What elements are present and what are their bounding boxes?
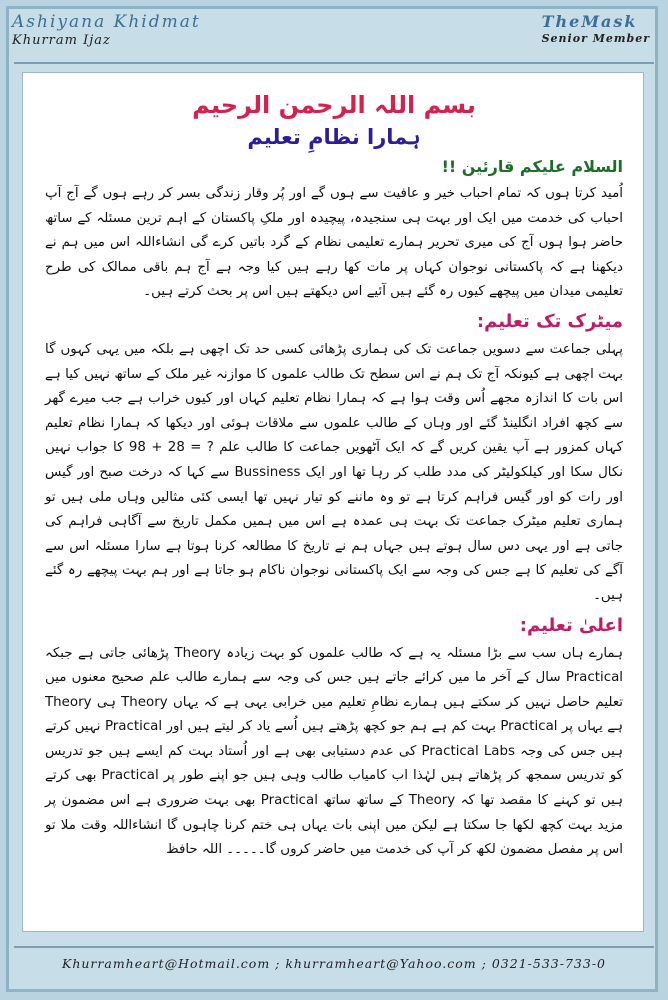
phone-number: 0321-533-733-0 bbox=[491, 956, 606, 971]
section-heading-higher: اعلیٰ تعلیم: bbox=[519, 614, 623, 636]
member-name: TheMask bbox=[541, 12, 638, 31]
article-panel bbox=[22, 72, 644, 932]
footer-divider bbox=[14, 946, 654, 948]
author-name: Khurram Ijaz bbox=[12, 33, 111, 48]
header-right bbox=[542, 12, 650, 45]
member-rank: Senior Member bbox=[541, 32, 650, 45]
email-hotmail-link[interactable]: Khurramheart@Hotmail.com bbox=[61, 956, 271, 971]
header-left bbox=[12, 12, 201, 48]
section-heading-matric: میٹرک تک تعلیم: bbox=[476, 310, 623, 332]
bismillah-heading: بسم اللہ الرحمن الرحیم bbox=[192, 91, 476, 119]
section-body-higher: ہمارے ہاں سب سے بڑا مسئلہ یہ ہے کہ طالب علموں کو بہت زیادہ Theory پڑھائی جاتی ہے جبکہ Practical سال کے آخر ما میں کرائے جاتے ہیں جس کی وجہ سے ہمارے طالب علم صحیح معنوں میں تعلیم حاصل نہیں کر سکتے ہیں ہمارے نظامِ تعلیم میں خرابی یہی ہے کہ یہاں Theory ہی Theory ہے یہاں پر Practical بہت کم ہے ہم جو کچھ پڑھتے ہیں اُسے یاد کر لیتے ہیں اور Practical نہیں کرتے ہیں جس کی وجہ Practical Labs کی عدم دستیابی بھی ہے اور اُستاد بہت کم ایسے ہیں جو تدریس کو تدریس سمجھ کر پڑھاتے ہیں لہٰذا اب کامیاب طالب وہی ہیں جو اپنے طور پر Practical بھی کرتے ہیں تو کہنے کا مقصد تھا کہ Theory کے ساتھ ساتھ Practical بھی بہت ضروری ہے اس مضمون پر مزید بہت کچھ لکھا جا سکتا ہے لیکن میں اپنی بات یہاں ہی ختم کرنا چاہوں گا انشاءاللہ وقت ملا تو اس پر مفصل مضمون لکھ کر آپ کی خدمت میں حاضر کروں گا۔۔۔۔۔ اللہ حافظ bbox=[45, 645, 624, 858]
header-divider bbox=[14, 62, 654, 64]
article-title: ہمارا نظامِ تعلیم bbox=[247, 125, 421, 149]
site-name: Ashiyana Khidmat bbox=[12, 12, 201, 32]
email-yahoo-link[interactable]: khurramheart@Yahoo.com bbox=[285, 956, 477, 971]
separator: ; bbox=[270, 956, 286, 971]
intro-paragraph: اُمید کرتا ہوں کہ تمام احباب خیر و عافیت سے ہوں گے اور پُر وقار زندگی بسر کر رہے ہوں گے آج آپ احباب کی خدمت میں ایک اور بہت ہی سنجیدہ، پیچیدہ اور ملکِ پاکستان کے اہم ترین مسئلہ کے ساتھ حاضر ہوا ہوں آج کی میری تحریر ہمارے تعلیمی نظام کے گرد باتیں کرے گی انشاءاللہ اس میں ہم نے دیکھنا ہے کہ پاکستانی نوجوان کہاں پر مات کھا رہے ہیں کیا وجہ ہے آج ہم باقی ممالک کی طرح تعلیمی میدان میں پیچھے کیوں رہ گئے ہیں آئیے اس دیکھتے ہیں اس پر بحث کرتے ہیں۔ bbox=[45, 186, 623, 300]
footer-contacts bbox=[0, 956, 668, 971]
greeting: السلام علیکم قارئین !! bbox=[441, 157, 623, 176]
section-body-matric: پہلی جماعت سے دسویں جماعت تک کی ہماری پڑھائی کسی حد تک اچھی ہے بلکہ میں یہی کہوں گا بہت اچھی ہے کیونکہ آج تک ہم نے اس سطح تک طالب علموں کا موازنہ غیر ملک کے ساتھ نہیں کیا ہے اس بات کا اندازہ مجھے اُس وقت ہوا ہے کہ ہمارا نظام تعلیم کہاں اور کیوں خراب ہے جب میرے گھر سے کچھ افراد انگلینڈ گئے اور وہاں کے طالب علموں سے ملاقات ہوئی اور دیکھا کہ ہمارا نظام تعلیم کہاں کمزور ہے آپ یقین کریں گے کہ ایک آٹھویں جماعت کا طالب علم ? = 28 + 98 کا جواب نہیں نکال سکا اور کیلکولیٹر کی مدد طلب کر رہا تھا اور ایک Bussiness سے کہا کہ درخت صبح اور گیس اور رات کو اور گیس فراہم کرتا ہے تو وہ ماننے کو تیار نہیں تھا ایسی کئی مثالیں وہاں ملی ہیں تو ہماری تعلیم میٹرک جماعت تک بہت ہی عمدہ ہے اس میں ہمیں مکمل تاریخ سے آگاہی فراہم کی جاتی ہے اور یہی دس سال ہوتے ہیں جہاں ہم نے تاریخ کا مطالعہ کرنا ہوتا ہے سارا مسئلہ اس سے آگے کی تعلیم کا ہے جس کی وجہ سے ایک پاکستانی نوجوان ناکام ہو جاتا ہے اور ہم بہت پیچھے رہ گئے ہیں۔ bbox=[45, 341, 624, 603]
separator: ; bbox=[476, 956, 492, 971]
